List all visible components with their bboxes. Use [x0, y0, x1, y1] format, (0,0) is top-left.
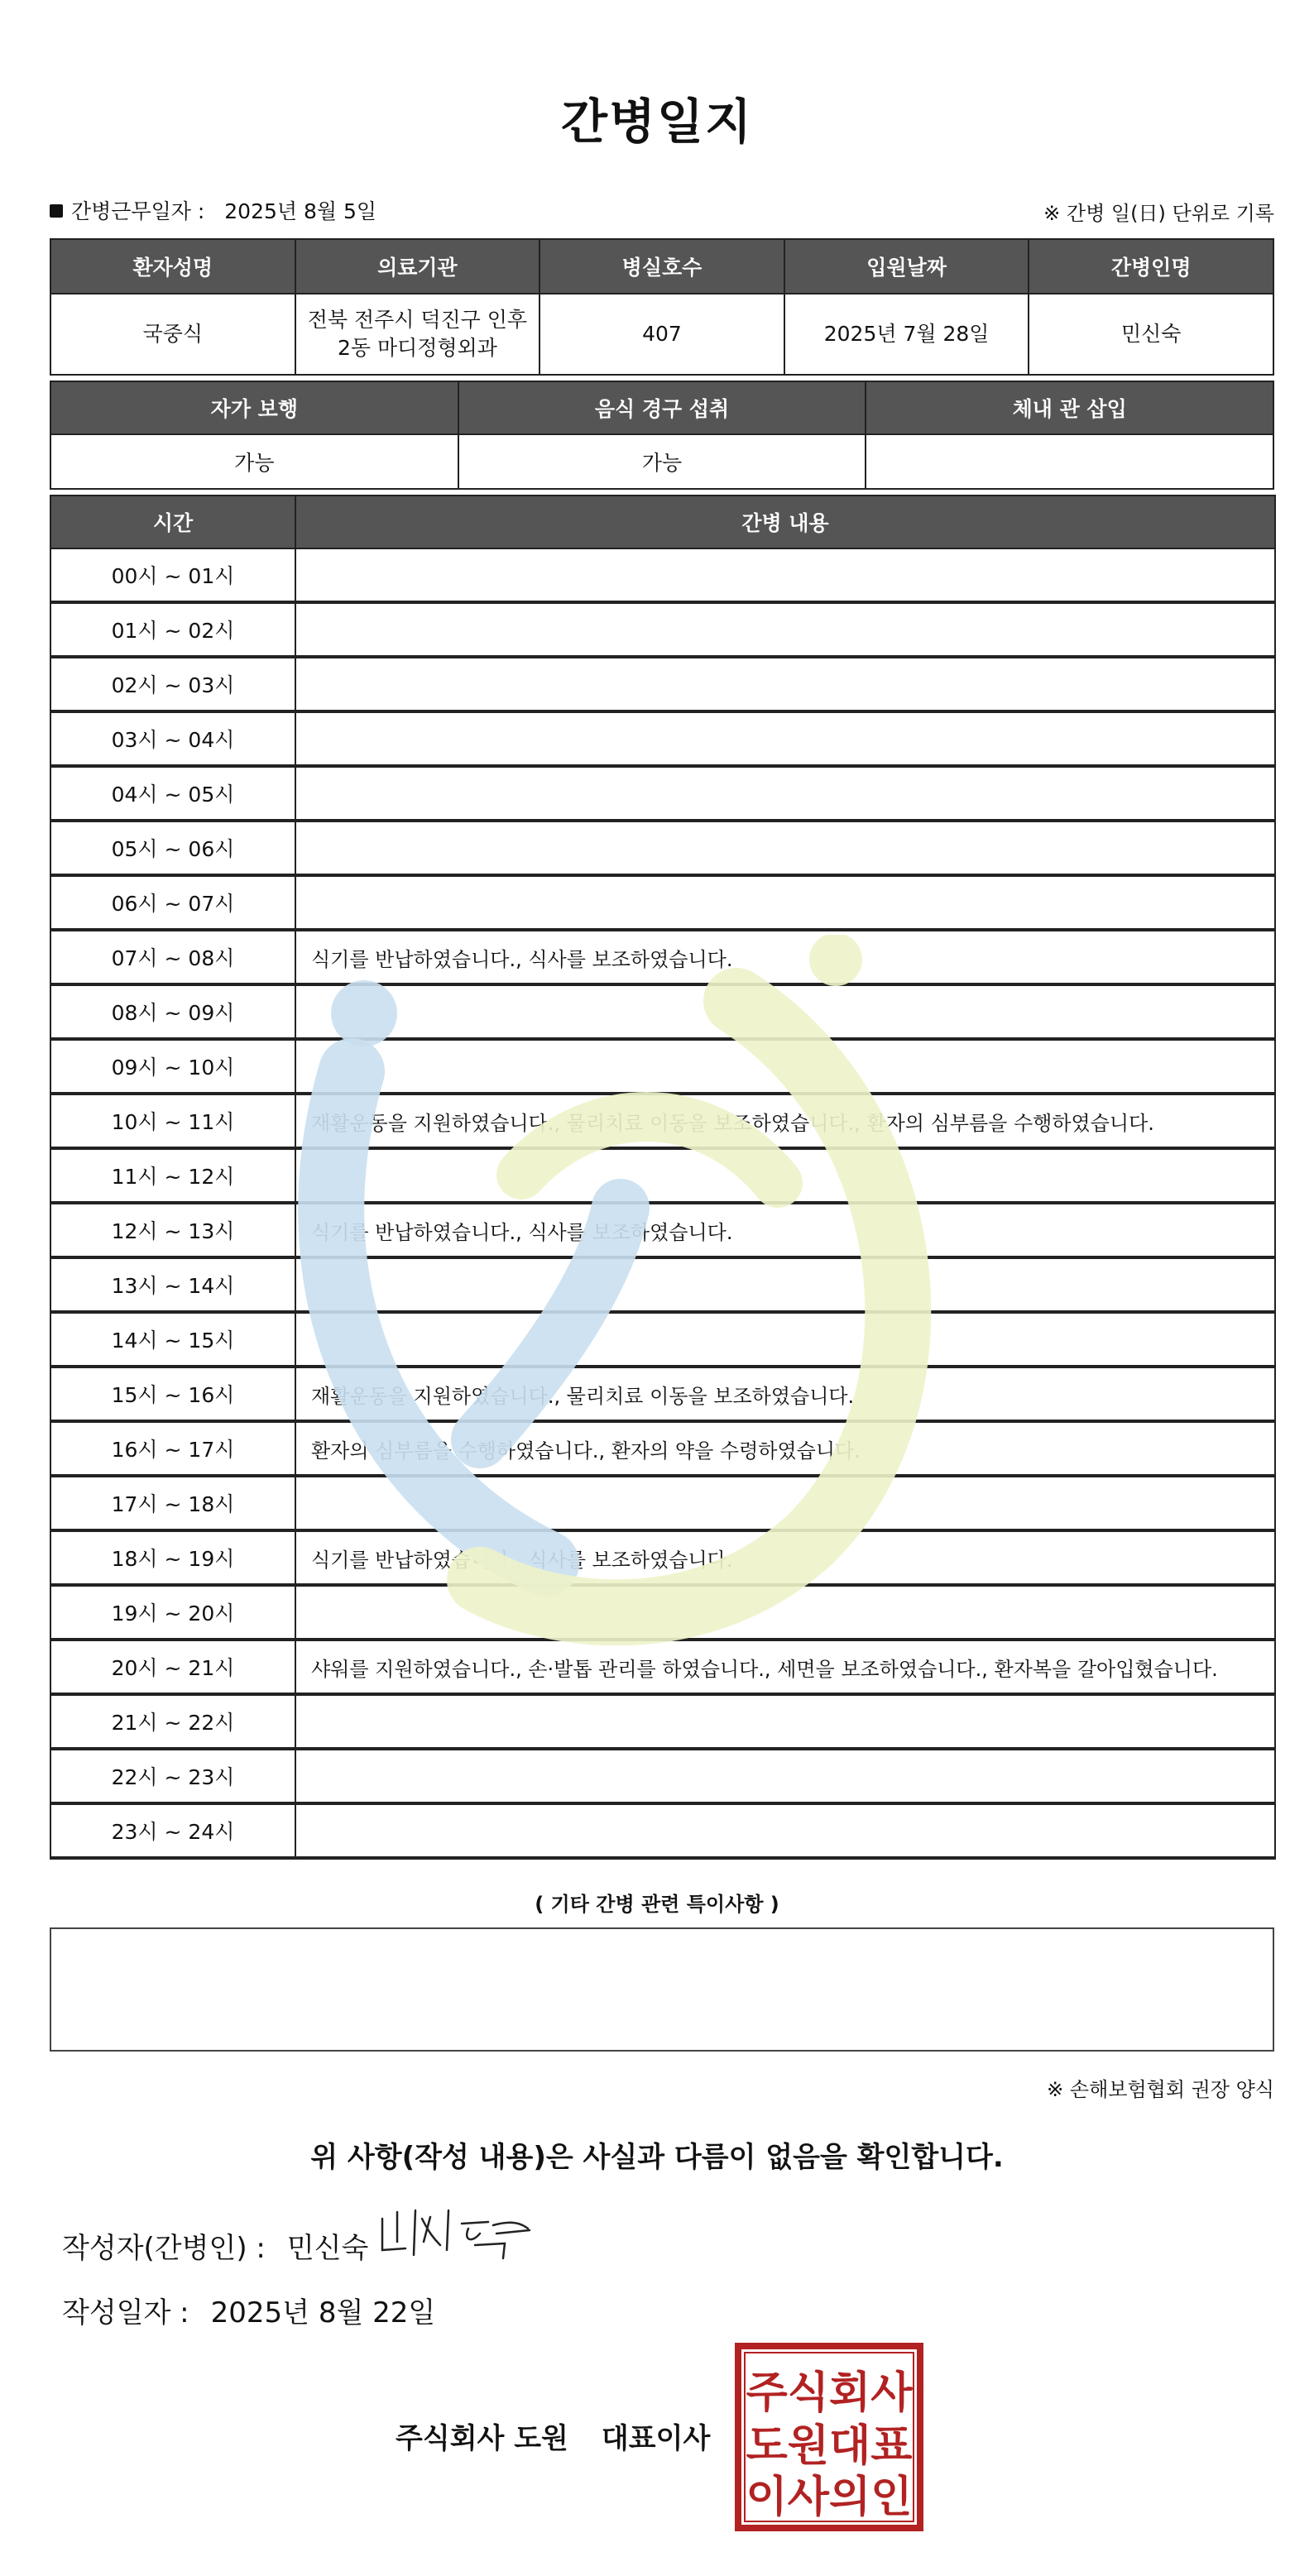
care-content: 식기를 반납하였습니다., 식사를 보조하였습니다. [295, 930, 1275, 984]
patient-name-value: 국중식 [50, 294, 295, 375]
self-walking-header: 자가 보행 [50, 381, 458, 434]
care-log-row [50, 1585, 1275, 1640]
time-slot: 20시 ~ 21시 [50, 1640, 295, 1694]
patient-info-header-row [50, 239, 1273, 294]
time-slot: 15시 ~ 16시 [50, 1367, 295, 1421]
care-log-row [50, 930, 1275, 984]
room-number-header: 병실호수 [540, 239, 784, 294]
time-slot: 21시 ~ 22시 [50, 1694, 295, 1749]
patient-status-table [50, 381, 1274, 490]
patient-name-header: 환자성명 [50, 239, 295, 294]
time-slot: 00시 ~ 01시 [50, 548, 295, 602]
care-log-body [50, 548, 1275, 1858]
care-log-row [50, 548, 1275, 602]
care-log-row [50, 1749, 1275, 1803]
care-content [295, 875, 1275, 930]
time-slot: 13시 ~ 14시 [50, 1257, 295, 1312]
care-log-row [50, 711, 1275, 766]
written-date-label: 작성일자 : [62, 2296, 189, 2329]
time-slot: 03시 ~ 04시 [50, 711, 295, 766]
care-content: 식기를 반납하였습니다., 식사를 보조하였습니다. [295, 1203, 1275, 1257]
care-log-row [50, 1694, 1275, 1749]
time-slot: 14시 ~ 15시 [50, 1312, 295, 1367]
time-slot: 18시 ~ 19시 [50, 1530, 295, 1585]
care-log-row [50, 766, 1275, 821]
seal-line-3: 이사의인 [746, 2473, 913, 2522]
time-slot: 02시 ~ 03시 [50, 657, 295, 711]
care-content: 재활운동을 지원하였습니다., 물리치료 이동을 보조하였습니다., 환자의 심부름을 수행하였습니다. [295, 1094, 1275, 1148]
writer-label: 작성자(간병인) : [62, 2232, 266, 2265]
care-content [295, 711, 1275, 766]
care-log-row [50, 1367, 1275, 1421]
care-log-row [50, 1312, 1275, 1367]
care-content [295, 766, 1275, 821]
care-log-row [50, 1530, 1275, 1585]
care-log-row [50, 1476, 1275, 1530]
time-header: 시간 [50, 496, 295, 548]
time-slot: 06시 ~ 07시 [50, 875, 295, 930]
caregiver-name-header: 간병인명 [1029, 239, 1273, 294]
time-slot: 05시 ~ 06시 [50, 821, 295, 875]
work-date-value: 2025년 8월 5일 [224, 199, 377, 223]
written-date-line [62, 2290, 435, 2330]
care-log-row [50, 1421, 1275, 1476]
time-slot: 22시 ~ 23시 [50, 1749, 295, 1803]
time-slot: 10시 ~ 11시 [50, 1094, 295, 1148]
care-content: 재활운동을 지원하였습니다., 물리치료 이동을 보조하였습니다. [295, 1367, 1275, 1421]
care-content [295, 1148, 1275, 1203]
time-slot: 08시 ~ 09시 [50, 984, 295, 1039]
time-slot: 19시 ~ 20시 [50, 1585, 295, 1640]
care-content [295, 984, 1275, 1039]
care-log-table [50, 495, 1276, 1860]
care-log-row [50, 984, 1275, 1039]
care-log-row [50, 1039, 1275, 1094]
caregiver-name-value: 민신숙 [1029, 294, 1273, 375]
patient-info-value-row [50, 294, 1273, 375]
care-content-header: 간병 내용 [295, 496, 1275, 548]
oral-intake-header: 음식 경구 섭취 [458, 381, 866, 434]
care-content: 샤워를 지원하였습니다., 손·발톱 관리를 하였습니다., 세면을 보조하였습니다., 환자복을 갈아입혔습니다. [295, 1640, 1275, 1694]
daily-record-note: ※ 간병 일(日) 단위로 기록 [1043, 202, 1274, 225]
care-content [295, 1312, 1275, 1367]
care-log-row [50, 875, 1275, 930]
work-date-label: 간병근무일자 : [71, 199, 205, 223]
care-content: 환자의 심부름을 수행하였습니다., 환자의 약을 수령하였습니다. [295, 1421, 1275, 1476]
time-slot: 12시 ~ 13시 [50, 1203, 295, 1257]
oral-intake-value: 가능 [458, 434, 866, 489]
room-number-value: 407 [540, 294, 784, 375]
seal-line-2: 도원대표 [746, 2421, 913, 2471]
tube-insertion-header: 체내 관 삽입 [866, 381, 1273, 434]
time-slot: 07시 ~ 08시 [50, 930, 295, 984]
care-log-row [50, 1803, 1275, 1858]
work-date-line [50, 195, 376, 225]
written-date-value: 2025년 8월 22일 [210, 2296, 436, 2329]
care-content [295, 1039, 1275, 1094]
care-log-row [50, 1257, 1275, 1312]
care-content [295, 1803, 1275, 1858]
care-content [295, 1749, 1275, 1803]
care-content [295, 1585, 1275, 1640]
seal-line-1: 주식회사 [746, 2368, 913, 2418]
time-slot: 23시 ~ 24시 [50, 1803, 295, 1858]
remarks-box [50, 1927, 1274, 2052]
writer-name: 민신숙 [286, 2232, 369, 2265]
care-log-row [50, 1640, 1275, 1694]
care-log-row [50, 821, 1275, 875]
admission-date-value: 2025년 7월 28일 [784, 294, 1029, 375]
remarks-label: ( 기타 간병 관련 특이사항 ) [535, 1893, 779, 1916]
time-slot: 01시 ~ 02시 [50, 602, 295, 657]
time-slot: 16시 ~ 17시 [50, 1421, 295, 1476]
care-log-row [50, 602, 1275, 657]
time-slot: 04시 ~ 05시 [50, 766, 295, 821]
company-name: 주식회사 도원 [396, 2422, 568, 2455]
company-seal-stamp [735, 2343, 923, 2531]
time-slot: 11시 ~ 12시 [50, 1148, 295, 1203]
care-content [295, 548, 1275, 602]
self-walking-value: 가능 [50, 434, 458, 489]
care-content [295, 602, 1275, 657]
patient-info-table [50, 238, 1274, 376]
care-log-header-row [50, 496, 1275, 548]
care-content [295, 1476, 1275, 1530]
care-log-row [50, 1203, 1275, 1257]
recommended-form-note: ※ 손해보험협회 권장 양식 [1047, 2078, 1274, 2101]
care-content: 식기를 반납하였습니다., 식사를 보조하였습니다. [295, 1530, 1275, 1585]
writer-line [62, 2225, 368, 2266]
hospital-value: 전북 전주시 덕진구 인후 2동 마디정형외과 [295, 294, 540, 375]
company-line [396, 2416, 710, 2456]
ceo-label: 대표이사 [601, 2422, 711, 2455]
tube-insertion-value [866, 434, 1273, 489]
handwritten-signature [372, 2200, 538, 2267]
care-content [295, 821, 1275, 875]
care-log-row [50, 1148, 1275, 1203]
time-slot: 09시 ~ 10시 [50, 1039, 295, 1094]
care-content [295, 657, 1275, 711]
square-bullet-icon [50, 204, 63, 218]
confirmation-statement: 위 사항(작성 내용)은 사실과 다름이 없음을 확인합니다. [310, 2141, 1004, 2174]
document-title: 간병일지 [560, 93, 754, 150]
status-value-row [50, 434, 1273, 489]
time-slot: 17시 ~ 18시 [50, 1476, 295, 1530]
care-log-row [50, 1094, 1275, 1148]
care-content [295, 1257, 1275, 1312]
care-content [295, 1694, 1275, 1749]
admission-date-header: 입원날짜 [784, 239, 1029, 294]
hospital-header: 의료기관 [295, 239, 540, 294]
status-header-row [50, 381, 1273, 434]
care-log-row [50, 657, 1275, 711]
